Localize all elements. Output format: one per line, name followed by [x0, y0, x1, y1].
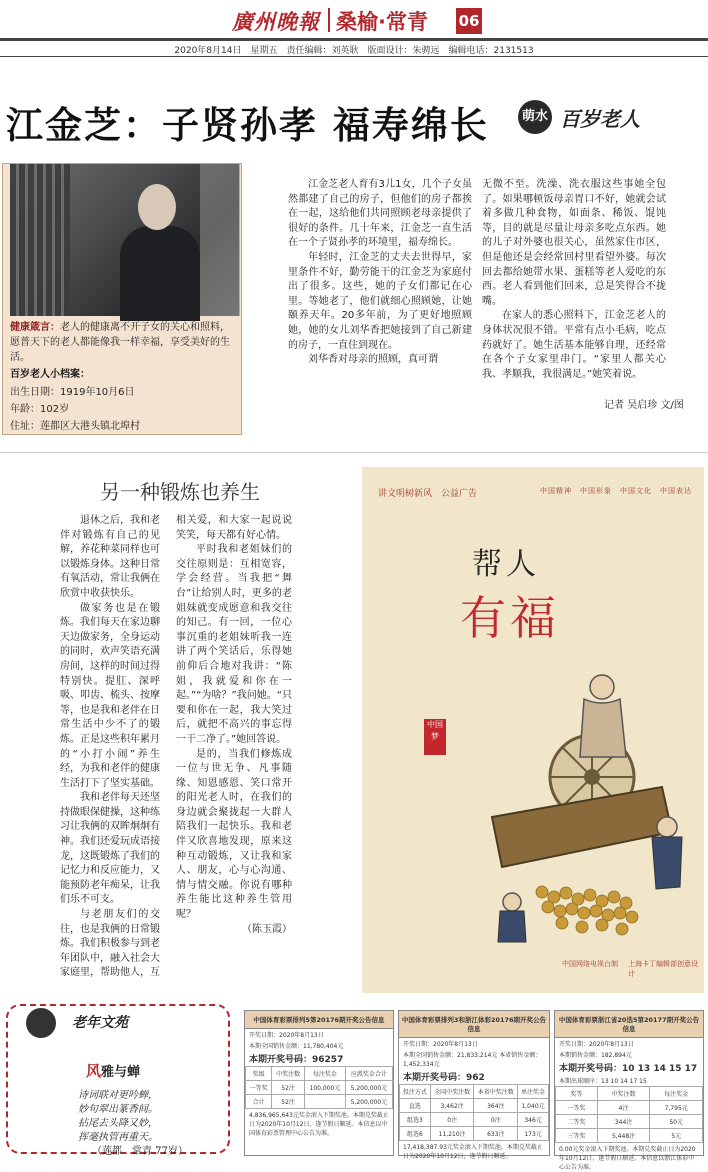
table-header: 应派奖金合计 — [345, 1067, 392, 1081]
article2-author: （陈玉霞） — [242, 923, 292, 935]
article2-p7: 是的，当我们修炼成一位与世无争、凡事随缘、知恩感恩、笑口常开的阳光老人时，在我们的身边就会聚拢起一大群人陪我们一起快乐。我和老伴又欣喜地发现，原来这种互动锻炼，又让我和家人、朋友，心与心沟通、情与情交融。你说有哪种养生能比这种养生管用呢？ — [176, 748, 292, 921]
lottery-box-1 — [244, 1010, 394, 1156]
poem-line: 诗词联对更吟蝉， — [78, 1090, 158, 1101]
lottery-order: 本期出球顺序：13 10 14 17 15 — [559, 1078, 647, 1085]
article2-p2: 做家务也是在锻炼。我们每天在家边聊天边做家务，全身运动的同时，欢声笑语充满房间，这样的时间过得特别快。提肛、深呼吸、叩齿、梳头、按摩等，也是我和老伴在日常生活中少不了的锻炼。正是这些积年累月的“小打小闹”养生经，为我和老伴的健康生活打下了坚实基础。 — [60, 602, 160, 789]
table-cell: 5元 — [650, 1129, 703, 1143]
main-article-p4: 无微不至。洗澡、洗衣服这些事她全包了。如果哪顿饭母亲胃口不好，她就会试着多做几种食物，如面条、稀饭、馄饨等，目的就是尽量让母亲多吃点东西。她的儿子对外婆也很关心，虽然家住市区，但是他还是会经常回村里看望外婆。每次回去都给她带水果、蛋糕等老人爱吃的东西。老人看到他们回来，总是笑得合不拢嘴。 — [482, 179, 666, 307]
article2-p6: 平时我和老姐妹们的交往原则是：互相宽容，学会经营。当我把“舞台”让给别人时，更多的老姐妹就变成愿意和我交往的知己。有一回，一位心事沉重的老姐妹听我一连讲了两个笑话后，乐得她前仰后合地对我讲：“陈姐，我就爱和你在一起。”“为啥？”我问她。“只要和你在一起，我大笑过后，就把不高兴的事忘得一干二净了。”她回答说。 — [176, 544, 292, 745]
bio-age: 年龄：102岁 — [10, 404, 70, 415]
table-cell: 组选3 — [400, 1113, 431, 1127]
lottery-note: 0.00元奖金滚入下期奖池。本期兑奖截止日为2020年10月12日，逢节假日顺延。本信息以浙江体彩中心公告为准。 — [559, 1146, 696, 1171]
main-article-col2 — [482, 178, 666, 382]
ad-label: 讲文明树新风 公益广告 — [378, 489, 478, 499]
table-row — [556, 1101, 703, 1115]
lottery-code: 10 13 14 15 17 — [622, 1064, 698, 1074]
table-row — [400, 1099, 549, 1113]
poem-line: 拈尾去头降又妙， — [78, 1118, 158, 1129]
table-row — [246, 1095, 393, 1109]
column-badge — [518, 100, 678, 134]
ad-footer-right: 上海卡丁编辑部创意设计 — [628, 960, 698, 978]
lottery-table — [555, 1086, 703, 1143]
lottery-pool: 本期销售金额：182,894元 — [559, 1052, 632, 1059]
badge-text: 百岁老人 — [560, 107, 640, 131]
masthead-info: 2020年8月14日 星期五 责任编辑：刘英耿 版面设计：朱骋远 编辑电话：2131513 — [174, 46, 534, 56]
article2-title: 另一种锻炼也养生 — [100, 480, 260, 504]
table-cell: 4注 — [597, 1101, 650, 1115]
main-article-p1: 江金芝老人育有3儿1女，几个子女虽然都建了自己的房子，但他们的房子都挨在一起，这给他们共同照顾老母亲提供了很好的条件。几十年来，江金芝一直生活在一个子贤孙孝的环境里，福寿绵长。 — [288, 179, 472, 249]
health-motto-text: 老人的健康离不开子女的关心和照料，愿普天下的老人都能像我一样幸福，享受美好的生活。 — [10, 322, 230, 363]
article2-col1 — [60, 514, 160, 981]
ad-title-1: 帮人 — [472, 547, 540, 582]
headline: 江金芝：子贤孙孝 福寿绵长 — [6, 103, 489, 147]
main-article-p3: 刘华香对母亲的照顾，真可谓 — [308, 354, 438, 366]
masthead-rule-thin — [0, 56, 708, 57]
lottery-pool: 本期全国销售金额：11,780,404元 — [249, 1043, 344, 1050]
table-row — [246, 1081, 393, 1095]
table-header: 中奖注数 — [272, 1067, 305, 1081]
poem-column-title: 老年文苑 — [72, 1015, 128, 1031]
lottery-box-2 — [398, 1010, 550, 1160]
table-cell: 346元 — [518, 1113, 549, 1127]
table-cell — [305, 1095, 346, 1109]
lottery-note: 4,836,965,643元奖金滚入下期奖池。本期兑奖截止日为2020年10月12日，逢节假日顺延。本信息以中国体育彩票管理中心公告为准。 — [249, 1112, 389, 1137]
byline: 记者 吴启珍 文/图 — [604, 400, 684, 411]
table-header: 全国中奖注数 — [430, 1085, 474, 1099]
article2-p4: 与老朋友们的交往，也是我俩的日常锻炼。我们积极参与到老年团队中，融入社会大家庭里，帮助他人，互 — [60, 909, 160, 979]
ad-illustration — [452, 657, 692, 947]
table-header: 每注奖金 — [305, 1067, 346, 1081]
table-header: 中奖注数 — [597, 1087, 650, 1101]
poem-title — [86, 1060, 140, 1081]
ad-seal: 中国梦 — [424, 719, 446, 755]
bio-birth: 出生日期：1919年10月6日 — [10, 387, 135, 398]
lottery-code: 96257 — [312, 1055, 344, 1065]
table-cell: 52注 — [272, 1081, 305, 1095]
table-cell: 组选6 — [400, 1127, 431, 1141]
table-row — [400, 1113, 549, 1127]
table-cell: 1,040元 — [518, 1099, 549, 1113]
health-motto — [10, 320, 238, 365]
public-service-ad — [362, 467, 704, 993]
ad-slogan: 中国精神 中国形象 中国文化 中国表达 — [540, 487, 692, 495]
section-divider — [0, 452, 708, 453]
table-header: 每注奖金 — [650, 1087, 703, 1101]
bio-address: 住址：莲都区大港头镇北埠村 — [10, 421, 140, 432]
table-cell: 5,200,000元 — [345, 1081, 392, 1095]
badge-circle-icon: 萌水 — [518, 100, 552, 134]
table-cell: 52注 — [272, 1095, 305, 1109]
table-row — [556, 1115, 703, 1129]
table-cell: 3,462注 — [430, 1099, 474, 1113]
lottery-box-3 — [554, 1010, 704, 1171]
lottery-code: 962 — [466, 1073, 485, 1083]
lottery-date: 开奖日期：2020年8月13日 — [249, 1032, 324, 1039]
table-cell: 合计 — [246, 1095, 272, 1109]
table-cell: 633注 — [474, 1127, 518, 1141]
lottery-code-label: 本期开奖号码： — [559, 1064, 623, 1074]
portrait-photo — [10, 164, 239, 316]
column-icon — [26, 1008, 56, 1038]
ad-footer-left: 中国网络电视台制 — [562, 960, 618, 968]
table-cell: 一等奖 — [246, 1081, 272, 1095]
table-cell: 11,210注 — [430, 1127, 474, 1141]
lottery-note: 17,418,387.93元奖金滚入下期奖池。本期兑奖截止日为2020年10月12日，逢节假日顺延。 — [403, 1144, 543, 1160]
masthead-separator — [328, 8, 330, 32]
table-row — [400, 1127, 549, 1141]
table-header: 奖级 — [246, 1067, 272, 1081]
article2-p5: 相关爱，和大家一起说说笑笑，每天都有好心情。 — [176, 515, 292, 541]
poem-line: 挥毫执管再重天。 — [78, 1132, 158, 1143]
lottery-date: 开奖日期：2020年8月13日 — [403, 1041, 478, 1048]
lottery-title: 中国体育彩票浙江省20选5第20177期开奖公告信息 — [555, 1011, 703, 1038]
poem-title-rest: 雅与蝉 — [101, 1065, 141, 1080]
table-cell: 二等奖 — [556, 1115, 598, 1129]
lottery-pool: 本期全国销售金额：21,833,214元 本省销售金额：1,452,334元 — [403, 1052, 542, 1068]
lottery-table — [399, 1084, 549, 1141]
health-motto-label: 健康箴言： — [10, 322, 60, 333]
lottery-code-label: 本期开奖号码： — [249, 1055, 313, 1065]
table-cell: 344注 — [597, 1115, 650, 1129]
table-cell: 0注 — [430, 1113, 474, 1127]
table-header: 奖等 — [556, 1087, 598, 1101]
article2-p1: 退休之后，我和老伴对锻炼有自己的见解，养花种菜同样也可以锻炼身体。这种日常有氧活动，常让我俩在欣赏中收获快乐。 — [60, 515, 160, 599]
article2-col2 — [176, 514, 292, 937]
lottery-table — [245, 1066, 393, 1109]
table-cell: 5,448注 — [597, 1129, 650, 1143]
table-cell: 5,200,000元 — [345, 1095, 392, 1109]
table-header: 本省中奖注数 — [474, 1085, 518, 1099]
table-row — [556, 1129, 703, 1143]
poem-title-initial: 风 — [86, 1062, 102, 1080]
masthead-rule — [0, 38, 708, 41]
poem-author: （莲都 常青 77岁） — [92, 1146, 188, 1157]
table-cell: 三等奖 — [556, 1129, 598, 1143]
table-cell: 一等奖 — [556, 1101, 598, 1115]
poem-line: 妙句翠出篆香间。 — [78, 1104, 158, 1115]
table-cell: 0注 — [474, 1113, 518, 1127]
lottery-code-label: 本期开奖号码： — [403, 1073, 467, 1083]
lottery-title: 中国体育彩票排列5第20176期开奖公告信息 — [245, 1011, 393, 1029]
lottery-title: 中国体育彩票排列3和浙江体彩20176期开奖公告信息 — [399, 1011, 549, 1038]
lottery-date: 开奖日期：2020年8月13日 — [559, 1041, 634, 1048]
newspaper-logo: 廣州晚報 — [232, 9, 320, 34]
main-article-col1 — [288, 178, 472, 368]
table-header: 单注奖金 — [518, 1085, 549, 1099]
ad-title-2: 有福 — [460, 591, 560, 645]
article2-p3: 我和老伴每天还坚持做眼保健操，这种练习让我俩的双眸炯炯有神。我们还爱玩成语接龙，这既锻炼了我们的记忆力和反应能力，又能预防老年痴呆，让我们乐不可支。 — [60, 792, 160, 906]
table-cell: 7,795元 — [650, 1101, 703, 1115]
table-cell: 直选 — [400, 1099, 431, 1113]
table-cell: 50元 — [650, 1115, 703, 1129]
main-article-p2: 年轻时，江金芝的丈夫去世得早，家里条件不好，勤劳能干的江金芝为家庭付出了很多。这些，她的子女们都记在心里。等她老了，他们就细心照顾她，让她颐养天年。20多年前，为了更好地照顾她，她的女儿刘华香把她接到了自己新建的房子，一直住到现在。 — [288, 251, 472, 351]
page-number: 06 — [456, 8, 482, 34]
table-cell: 173元 — [518, 1127, 549, 1141]
section-title: 桑榆·常青 — [336, 10, 428, 34]
table-cell: 364注 — [474, 1099, 518, 1113]
main-article-p5: 在家人的悉心照料下，江金芝老人的身体状况很不错。平常有点小毛病，吃点药就好了。她生活基本能够自理，还经常在各个子女家里串门。“家里人都关心我、孝顺我，我很满足。”她笑着说。 — [482, 310, 666, 380]
table-cell: 100,000元 — [305, 1081, 346, 1095]
table-header: 投注方式 — [400, 1085, 431, 1099]
bio-heading: 百岁老人小档案： — [10, 369, 90, 380]
